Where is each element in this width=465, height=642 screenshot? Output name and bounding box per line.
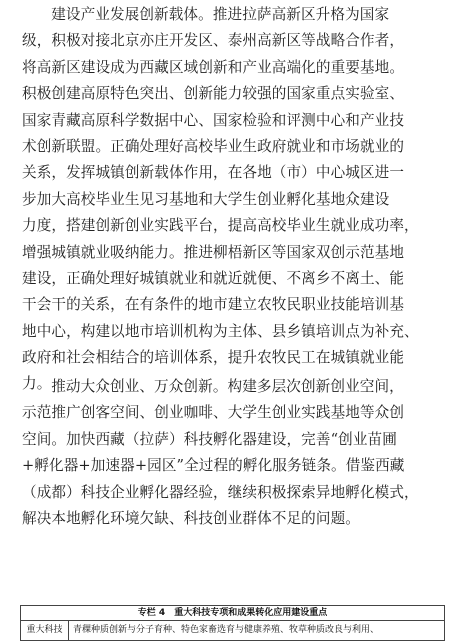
column-box [20, 605, 445, 641]
text-line: 政府和社会相结合的培训体系，提升农牧民工在城镇就业能 [22, 349, 405, 367]
text-line: 将高新区建设成为西藏区域创新和产业高端化的重要基地。 [22, 58, 405, 76]
text-line: 关系，发挥城镇创新载体作用，在各地（市）中心城区进一 [22, 164, 405, 182]
text-line: 力度，搭建创新创业实践平台，提高高校毕业生就业成功率， [22, 217, 419, 235]
text-line: 建设产业发展创新载体。推进拉萨高新区升格为国家 [51, 6, 390, 23]
column-box-row-label: 重大科技 [21, 621, 69, 641]
text-line: 建设，正确处理好城镇就业和就近就便、不离乡不离土、能 [22, 269, 405, 287]
text-line: 干会干的关系，在有条件的地市建立农牧民职业技能培训基 [22, 296, 405, 314]
paragraph-innovation-carriers [22, 2, 447, 398]
column-box-row [21, 621, 444, 641]
text-line: 增强城镇就业吸纳能力。推进柳梧新区等国家双创示范基地 [22, 243, 405, 261]
text-line: 国家青藏高原科学数据中心、国家检验和评测中心和产业技 [22, 111, 405, 129]
text-line: （成都）科技企业孵化器经验，继续积极探索异地孵化模式， [22, 483, 419, 501]
text-line: 推动大众创业、万众创新。构建多层次创新创业空间， [51, 378, 404, 395]
text-line: 力。 [22, 375, 52, 393]
paragraph-mass-entrepreneurship [22, 374, 447, 532]
text-line: 地中心，构建以地市培训机构为主体、县乡镇培训点为补充、 [22, 322, 419, 340]
text-line: +孵化器+加速器+园区”全过程的孵化服务链条。借鉴西藏 [22, 457, 405, 475]
text-line: 步加大高校毕业生见习基地和大学生创业孵化基地众建设 [22, 190, 390, 208]
text-line: 解决本地孵化环境欠缺、科技创业群体不足的问题。 [22, 509, 360, 527]
text-line: 空间。加快西藏（拉萨）科技孵化器建设，完善“创业苗圃 [22, 430, 397, 448]
column-box-title: 专栏 4 重大科技专项和成果转化应用建设重点 [21, 606, 444, 621]
text-line: 级，积极对接北京亦庄开发区、泰州高新区等战略合作者， [22, 32, 405, 50]
column-box-row-text: 青稞种质创新与分子育种、特色家畜选育与健康养殖、牧草种质改良与利用、 [73, 625, 380, 635]
text-line: 积极创建高原特色突出、创新能力较强的国家重点实验室、 [22, 85, 405, 103]
text-line: 示范推广创客空间、创业咖啡、大学生创业实践基地等众创 [22, 404, 405, 422]
text-line: 术创新联盟。正确处理好高校毕业生政府就业和市场就业的 [22, 137, 405, 155]
